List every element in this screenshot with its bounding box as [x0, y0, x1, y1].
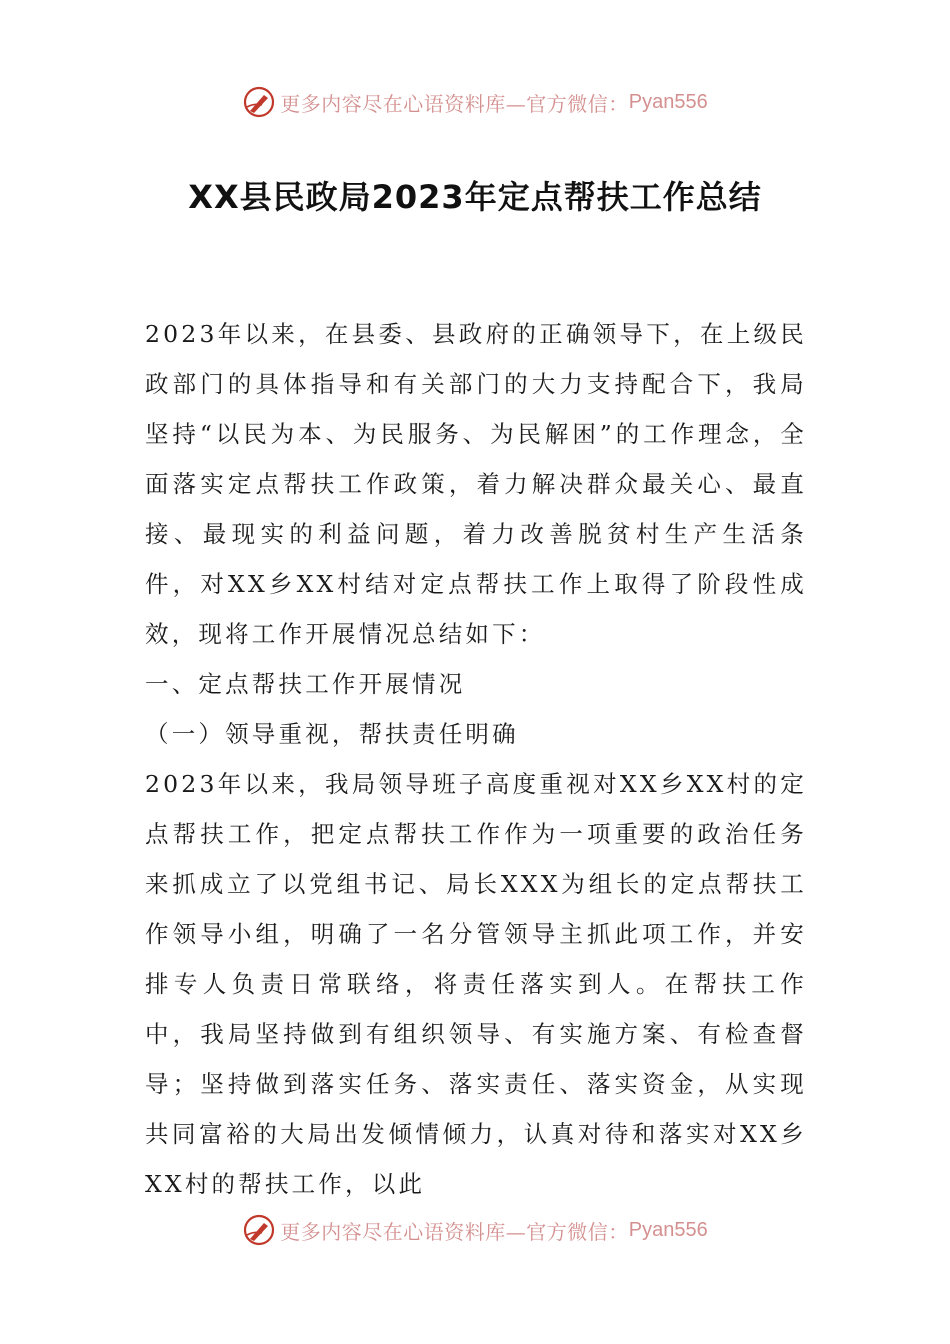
pen-logo-icon: [242, 1213, 276, 1247]
document-title: XX县民政局2023年定点帮扶工作总结: [188, 178, 762, 216]
section-heading: 一、定点帮扶工作开展情况: [145, 670, 466, 698]
paragraph-body: 2023年以来，我局领导班子高度重视对XX乡XX村的定点帮扶工作，把定点帮扶工作作为一项重要的政治任务来抓成立了以党组书记、局长XXX为组长的定点帮扶工作领导小组，明确了一名分管领导主抓此项工作，并安排专人负责日常联络，将责任落实到人。在帮扶工作中，我局坚持做到有组织领导、有实施方案、有检查督导；坚持做到落实任务、落实责任、落实资金，从实现共同富裕的大局出发倾情倾力，认真对待和落实对XX乡XX村的帮扶工作，以此: [145, 770, 807, 1198]
subsection-heading: （一）领导重视，帮扶责任明确: [145, 720, 519, 748]
paragraph-intro: 2023年以来，在县委、县政府的正确领导下，在上级民政部门的具体指导和有关部门的大力支持配合下，我局坚持“以民为本、为民服务、为民解困”的工作理念，全面落实定点帮扶工作政策，着力解决群众最关心、最直接、最现实的利益问题，着力改善脱贫村生产生活条件，对XX乡XX村结对定点帮扶工作上取得了阶段性成效，现将工作开展情况总结如下：: [145, 320, 807, 648]
banner-text: 更多内容尽在心语资料库—官方微信：: [280, 1219, 629, 1244]
wechat-id: Pyan556: [628, 90, 708, 113]
pen-logo-icon: [242, 85, 276, 119]
document-body: [145, 309, 807, 1209]
header-banner: [0, 82, 950, 122]
footer-banner: [0, 1210, 950, 1250]
banner-text: 更多内容尽在心语资料库—官方微信：: [280, 91, 629, 116]
wechat-id: Pyan556: [628, 1218, 708, 1241]
